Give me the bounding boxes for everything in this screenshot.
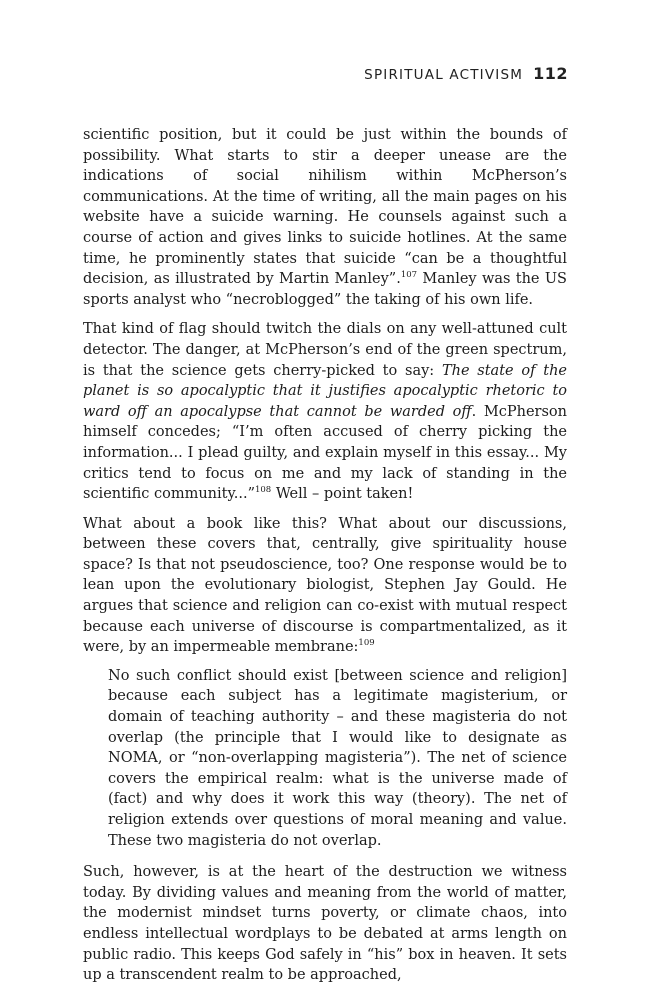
running-header	[364, 64, 568, 83]
footnote-ref-108: 108	[254, 485, 272, 496]
paragraph-2-text-c: Well – point taken!	[271, 486, 414, 503]
paragraph-1-text-b: Manley was the US sports analyst who “necroblogged” the taking of his own life.	[83, 271, 567, 308]
running-title: SPIRITUAL ACTIVISM	[364, 67, 524, 83]
block-quote: No such conflict should exist [between science and religion] because each subject has a legitimate magisterium, or domain of teaching authority – and these magisteria do not overlap (the principle that I would like to designate as NOMA, or “non-overlapping magisteria”). The net of science covers the empirical realm: what is the universe made of (fact) and why does it work this way (theory). The net of religion extends over questions of moral meaning and value. These two magisteria do not overlap.	[108, 667, 567, 849]
paragraph-4: Such, however, is at the heart of the destruction we witness today. By dividing values and meaning from the world of matter, the modernist mindset turns poverty, or climate chaos, into endless intellectual wordplays to be debated at arms length on public radio. This keeps God safely in “his” box in heaven. It sets up a transcendent realm to be approached,	[83, 864, 567, 984]
paragraph-2-italic: The state of the planet is so apocalyptic that it justifies apocalyptic rhetoric to ward off an apocalypse that cannot be warded off	[83, 362, 567, 420]
footnote-ref-107: 107	[400, 270, 418, 281]
body-text	[83, 125, 567, 986]
paragraph-2-text-b: . McPherson himself concedes; “I’m often accused of cherry picking the information... I plead guilty, and explain myself in this essay... My critics tend to focus on me and my lack of standing in the scientific community...”	[83, 403, 567, 503]
paragraph-1-text-a: scientific position, but it could be just within the bounds of possibility. What starts to stir a deeper unease are the indications of social nihilism within McPherson’s communications. At the time of writing, all the main pages on his website have a suicide warning. He counsels against such a course of action and gives links to suicide hotlines. At the same time, he prominently states that suicide “can be a thoughtful decision, as illustrated by Martin Manley”.	[83, 127, 567, 288]
paragraph-3	[83, 514, 567, 658]
paragraph-2-text-a: That kind of flag should twitch the dials on any well-attuned cult detector. The danger, at McPherson’s end of the green spectrum, is that the science gets cherry-picked to say:	[83, 321, 567, 379]
page-number: 112	[533, 64, 568, 83]
paragraph-3-text-a: What about a book like this? What about our discussions, between these covers that, centrally, give spirituality house space? Is that not pseudoscience, too? One response would be to lean upon the evolutionary biologist, Stephen Jay Gould. He argues that science and religion can co-exist with mutual respect because each universe of discourse is compartmentalized, as it were, by an impermeable membrane:	[83, 515, 567, 656]
footnote-ref-109: 109	[358, 638, 375, 649]
paragraph-2	[83, 319, 567, 504]
paragraph-1	[83, 125, 567, 310]
